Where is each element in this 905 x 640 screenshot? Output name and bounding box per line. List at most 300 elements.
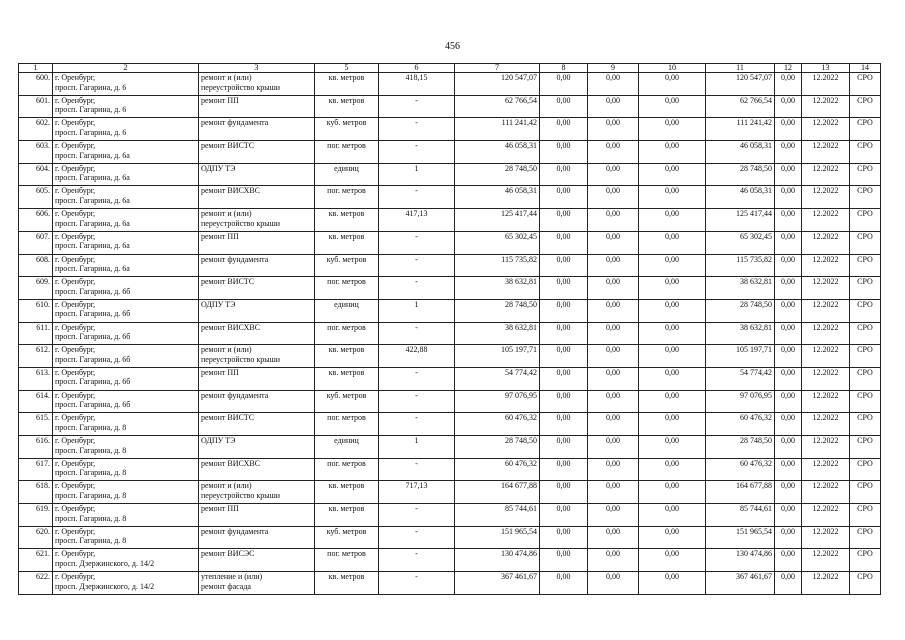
total-cost-cell [455, 436, 540, 459]
address-line: г. Оренбург, [55, 481, 96, 491]
total-cost-line: 54 774,42 [505, 367, 537, 377]
col11-line: 125 417,44 [736, 209, 772, 219]
row-number-cell [19, 504, 53, 527]
unit-cell [315, 73, 379, 96]
col8-line: 0,00 [556, 413, 571, 423]
col12-cell [775, 163, 802, 186]
col10-cell [639, 254, 706, 277]
col8-cell [540, 481, 588, 504]
total-cost-cell [455, 73, 540, 96]
total-cost-line: 130 474,86 [501, 549, 537, 559]
volume-cell [379, 277, 455, 300]
unit-cell [315, 299, 379, 322]
volume-cell [379, 231, 455, 254]
volume-cell [379, 390, 455, 413]
col8-cell [540, 209, 588, 232]
col12-cell [775, 436, 802, 459]
deadline-line: 12.2022 [812, 186, 839, 196]
deadline-cell [802, 95, 850, 118]
col11-line: 130 474,86 [736, 549, 772, 559]
repair-register-table [18, 63, 881, 595]
column-header: 9 [588, 64, 639, 73]
row-number-line: 612. [36, 345, 50, 355]
deadline-cell [802, 504, 850, 527]
total-cost-cell [455, 458, 540, 481]
col12-cell [775, 231, 802, 254]
address-line: г. Оренбург, [55, 526, 96, 536]
col12-line: 0,00 [781, 390, 795, 400]
row-number-cell [19, 231, 53, 254]
col11-cell [706, 118, 775, 141]
col8-cell [540, 299, 588, 322]
col10-cell [639, 504, 706, 527]
col9-line: 0,00 [606, 231, 620, 241]
total-cost-cell [455, 322, 540, 345]
col9-line: 0,00 [606, 209, 620, 219]
row-number-cell [19, 186, 53, 209]
unit-cell [315, 549, 379, 572]
work-type-cell [199, 458, 315, 481]
unit-line: пог. метров [327, 186, 366, 196]
col8-cell [540, 73, 588, 96]
total-cost-cell [455, 367, 540, 390]
col12-cell [775, 322, 802, 345]
col12-cell [775, 390, 802, 413]
col10-line: 0,00 [665, 367, 679, 377]
col8-cell [540, 458, 588, 481]
funding-source-cell [850, 390, 881, 413]
col9-line: 0,00 [606, 277, 620, 287]
funding-source-cell [850, 277, 881, 300]
address-line: просп. Гагарина, д. 6а [55, 264, 130, 273]
deadline-cell [802, 458, 850, 481]
work-type-line: ремонт и (или) [201, 345, 252, 355]
total-cost-line: 125 417,44 [501, 209, 537, 219]
col11-line: 120 547,07 [736, 73, 772, 82]
funding-source-cell [850, 481, 881, 504]
address-line: просп. Гагарина, д. 6б [55, 400, 131, 410]
col12-line: 0,00 [781, 413, 795, 423]
col11-cell [706, 413, 775, 436]
funding-source-line: СРО [857, 526, 873, 536]
work-type-line: ремонт ПП [201, 95, 239, 105]
col11-cell [706, 231, 775, 254]
volume-cell [379, 209, 455, 232]
address-line: г. Оренбург, [55, 73, 96, 82]
funding-source-cell [850, 118, 881, 141]
address-cell [53, 572, 199, 595]
address-cell [53, 254, 199, 277]
col8-line: 0,00 [556, 95, 571, 105]
col8-line: 0,00 [556, 572, 571, 582]
col8-line: 0,00 [556, 231, 571, 241]
total-cost-line: 28 748,50 [505, 436, 537, 445]
funding-source-line: СРО [857, 390, 873, 400]
address-line: просп. Гагарина, д. 8 [55, 445, 127, 455]
work-type-line: ремонт и (или) [201, 73, 252, 82]
unit-line: пог. метров [327, 277, 366, 287]
work-type-line: ремонт ВИСТС [201, 413, 255, 423]
col10-cell [639, 231, 706, 254]
address-line: просп. Гагарина, д. 6б [55, 309, 131, 319]
column-header: 14 [850, 64, 881, 73]
col8-line: 0,00 [556, 141, 571, 151]
work-type-line: переустройство крыши [201, 82, 281, 92]
col11-cell [706, 390, 775, 413]
deadline-cell [802, 299, 850, 322]
unit-line: кв. метров [328, 209, 365, 219]
table-header [19, 64, 881, 73]
volume-line: 418,15 [405, 73, 428, 82]
col11-cell [706, 186, 775, 209]
work-type-line: ремонт фундамента [201, 118, 269, 128]
funding-source-cell [850, 254, 881, 277]
row-number-cell [19, 209, 53, 232]
col11-cell [706, 572, 775, 595]
col12-cell [775, 141, 802, 164]
row-number-line: 600. [36, 73, 50, 82]
col9-line: 0,00 [606, 118, 620, 128]
col8-line: 0,00 [556, 254, 571, 264]
volume-cell [379, 504, 455, 527]
unit-line: пог. метров [327, 141, 366, 151]
unit-cell [315, 322, 379, 345]
row-number-cell [19, 413, 53, 436]
col9-line: 0,00 [606, 322, 620, 332]
total-cost-line: 46 058,31 [505, 141, 537, 151]
volume-cell [379, 95, 455, 118]
table-row [19, 254, 881, 277]
col11-line: 60 476,32 [740, 458, 772, 468]
col8-line: 0,00 [556, 73, 571, 82]
volume-line: - [415, 277, 418, 287]
col8-cell [540, 231, 588, 254]
unit-cell [315, 209, 379, 232]
deadline-line: 12.2022 [812, 141, 839, 151]
funding-source-cell [850, 95, 881, 118]
table-row [19, 299, 881, 322]
volume-cell [379, 436, 455, 459]
deadline-cell [802, 73, 850, 96]
row-number-cell [19, 163, 53, 186]
total-cost-line: 65 302,45 [505, 231, 537, 241]
col12-line: 0,00 [781, 299, 795, 309]
address-line: просп. Гагарина, д. 8 [55, 490, 127, 500]
col12-line: 0,00 [781, 367, 795, 377]
volume-line: - [415, 572, 418, 582]
col8-line: 0,00 [556, 209, 571, 219]
col9-cell [588, 345, 639, 368]
col10-line: 0,00 [665, 390, 679, 400]
col11-line: 28 748,50 [740, 163, 772, 173]
col11-cell [706, 549, 775, 572]
unit-line: кв. метров [328, 231, 365, 241]
col11-line: 164 677,88 [736, 481, 772, 491]
deadline-line: 12.2022 [812, 254, 839, 264]
row-number-line: 618. [36, 481, 50, 491]
col12-cell [775, 95, 802, 118]
volume-cell [379, 163, 455, 186]
deadline-cell [802, 254, 850, 277]
row-number-line: 617. [36, 458, 50, 468]
volume-cell [379, 572, 455, 595]
column-header: 11 [706, 64, 775, 73]
funding-source-line: СРО [857, 367, 873, 377]
total-cost-cell [455, 549, 540, 572]
funding-source-line: СРО [857, 572, 873, 582]
funding-source-line: СРО [857, 322, 873, 332]
col12-cell [775, 504, 802, 527]
volume-cell [379, 254, 455, 277]
funding-source-line: СРО [857, 254, 873, 264]
total-cost-line: 38 632,81 [505, 277, 537, 287]
row-number-cell [19, 277, 53, 300]
deadline-line: 12.2022 [812, 481, 839, 491]
table-row [19, 118, 881, 141]
col8-line: 0,00 [556, 345, 571, 355]
address-line: просп. Гагарина, д. 6б [55, 377, 131, 387]
table-row [19, 481, 881, 504]
unit-cell [315, 458, 379, 481]
col11-line: 28 748,50 [740, 299, 772, 309]
work-type-line: переустройство крыши [201, 218, 281, 228]
total-cost-line: 115 735,82 [501, 254, 537, 264]
col9-cell [588, 458, 639, 481]
funding-source-cell [850, 413, 881, 436]
col9-cell [588, 231, 639, 254]
total-cost-cell [455, 209, 540, 232]
total-cost-cell [455, 118, 540, 141]
unit-cell [315, 141, 379, 164]
col9-cell [588, 413, 639, 436]
col10-cell [639, 163, 706, 186]
col10-cell [639, 458, 706, 481]
funding-source-line: СРО [857, 95, 873, 105]
unit-line: единиц [334, 436, 359, 445]
work-type-cell [199, 209, 315, 232]
deadline-cell [802, 549, 850, 572]
address-line: г. Оренбург, [55, 186, 96, 196]
column-header: 2 [53, 64, 199, 73]
col8-cell [540, 390, 588, 413]
col9-line: 0,00 [606, 163, 620, 173]
col8-cell [540, 118, 588, 141]
row-number-line: 603. [36, 141, 50, 151]
address-cell [53, 95, 199, 118]
column-header: 5 [315, 64, 379, 73]
address-cell [53, 526, 199, 549]
volume-cell [379, 186, 455, 209]
address-cell [53, 345, 199, 368]
deadline-line: 12.2022 [812, 322, 839, 332]
col12-cell [775, 209, 802, 232]
volume-cell [379, 526, 455, 549]
funding-source-line: СРО [857, 413, 873, 423]
col9-cell [588, 186, 639, 209]
unit-cell [315, 186, 379, 209]
col10-cell [639, 367, 706, 390]
work-type-cell [199, 254, 315, 277]
volume-cell [379, 481, 455, 504]
volume-line: 1 [414, 436, 419, 445]
volume-cell [379, 345, 455, 368]
col10-cell [639, 572, 706, 595]
row-number-cell [19, 141, 53, 164]
unit-line: кв. метров [328, 367, 365, 377]
work-type-cell [199, 95, 315, 118]
col10-cell [639, 186, 706, 209]
table-row [19, 345, 881, 368]
col9-line: 0,00 [606, 254, 620, 264]
column-header: 10 [639, 64, 706, 73]
col8-cell [540, 436, 588, 459]
deadline-line: 12.2022 [812, 163, 839, 173]
funding-source-line: СРО [857, 163, 873, 173]
col12-line: 0,00 [781, 231, 795, 241]
col10-line: 0,00 [665, 504, 679, 514]
col9-line: 0,00 [606, 549, 620, 559]
row-number-line: 601. [36, 95, 50, 105]
row-number-line: 614. [36, 390, 50, 400]
col11-line: 65 302,45 [740, 231, 772, 241]
col8-cell [540, 413, 588, 436]
col11-cell [706, 526, 775, 549]
unit-cell [315, 436, 379, 459]
total-cost-cell [455, 572, 540, 595]
address-cell [53, 299, 199, 322]
volume-cell [379, 299, 455, 322]
funding-source-line: СРО [857, 299, 873, 309]
col9-line: 0,00 [606, 572, 620, 582]
row-number-line: 615. [36, 413, 50, 423]
col10-cell [639, 141, 706, 164]
volume-line: 1 [414, 163, 419, 173]
col9-line: 0,00 [606, 504, 620, 514]
total-cost-cell [455, 254, 540, 277]
col9-line: 0,00 [606, 73, 620, 82]
unit-line: пог. метров [327, 322, 366, 332]
col8-cell [540, 322, 588, 345]
col8-cell [540, 163, 588, 186]
total-cost-cell [455, 299, 540, 322]
unit-cell [315, 345, 379, 368]
volume-cell [379, 367, 455, 390]
address-line: г. Оренбург, [55, 413, 96, 423]
unit-line: пог. метров [327, 458, 366, 468]
table-row [19, 163, 881, 186]
deadline-line: 12.2022 [812, 504, 839, 514]
deadline-line: 12.2022 [812, 345, 839, 355]
funding-source-line: СРО [857, 209, 873, 219]
total-cost-cell [455, 526, 540, 549]
table-row [19, 209, 881, 232]
address-cell [53, 163, 199, 186]
work-type-cell [199, 390, 315, 413]
volume-line: 417,13 [405, 209, 428, 219]
col11-line: 111 241,42 [736, 118, 772, 128]
address-cell [53, 118, 199, 141]
volume-cell [379, 141, 455, 164]
col12-line: 0,00 [781, 163, 795, 173]
total-cost-cell [455, 390, 540, 413]
total-cost-line: 105 197,71 [501, 345, 537, 355]
col9-cell [588, 322, 639, 345]
col12-cell [775, 526, 802, 549]
col9-line: 0,00 [606, 95, 620, 105]
col11-line: 62 766,54 [740, 95, 772, 105]
work-type-line: ремонт и (или) [201, 481, 252, 491]
total-cost-line: 367 461,67 [501, 572, 537, 582]
deadline-line: 12.2022 [812, 95, 839, 105]
table-row [19, 95, 881, 118]
deadline-cell [802, 186, 850, 209]
row-number-line: 608. [36, 254, 50, 264]
volume-line: 1 [414, 299, 419, 309]
work-type-line: переустройство крыши [201, 490, 281, 500]
col10-line: 0,00 [665, 299, 679, 309]
unit-line: единиц [334, 163, 359, 173]
col11-cell [706, 504, 775, 527]
col12-line: 0,00 [781, 73, 795, 82]
total-cost-line: 120 547,07 [501, 73, 537, 82]
unit-cell [315, 413, 379, 436]
column-header: 6 [379, 64, 455, 73]
address-line: просп. Гагарина, д. 6 [55, 82, 127, 92]
address-line: г. Оренбург, [55, 141, 96, 151]
col12-line: 0,00 [781, 277, 795, 287]
row-number-cell [19, 458, 53, 481]
work-type-line: ремонт ВИСТС [201, 141, 255, 151]
deadline-cell [802, 345, 850, 368]
funding-source-cell [850, 141, 881, 164]
col10-cell [639, 209, 706, 232]
col12-cell [775, 299, 802, 322]
column-header: 1 [19, 64, 53, 73]
work-type-line: ремонт фундамента [201, 526, 269, 536]
col10-line: 0,00 [665, 186, 679, 196]
deadline-line: 12.2022 [812, 118, 839, 128]
deadline-line: 12.2022 [812, 526, 839, 536]
deadline-line: 12.2022 [812, 209, 839, 219]
deadline-cell [802, 118, 850, 141]
work-type-cell [199, 526, 315, 549]
funding-source-line: СРО [857, 73, 873, 82]
col11-cell [706, 299, 775, 322]
address-line: г. Оренбург, [55, 118, 96, 128]
col8-cell [540, 254, 588, 277]
volume-line: - [415, 549, 418, 559]
funding-source-cell [850, 209, 881, 232]
address-line: просп. Гагарина, д. 8 [55, 536, 127, 546]
total-cost-cell [455, 141, 540, 164]
unit-cell [315, 504, 379, 527]
col8-line: 0,00 [556, 390, 571, 400]
deadline-cell [802, 163, 850, 186]
row-number-cell [19, 254, 53, 277]
col8-line: 0,00 [556, 367, 571, 377]
unit-line: кв. метров [328, 504, 365, 514]
address-line: г. Оренбург, [55, 299, 96, 309]
col9-line: 0,00 [606, 299, 620, 309]
address-line: просп. Гагарина, д. 8 [55, 422, 127, 432]
deadline-cell [802, 572, 850, 595]
address-cell [53, 549, 199, 572]
col12-line: 0,00 [781, 458, 795, 468]
volume-line: - [415, 186, 418, 196]
col9-cell [588, 277, 639, 300]
deadline-line: 12.2022 [812, 299, 839, 309]
unit-line: пог. метров [327, 549, 366, 559]
